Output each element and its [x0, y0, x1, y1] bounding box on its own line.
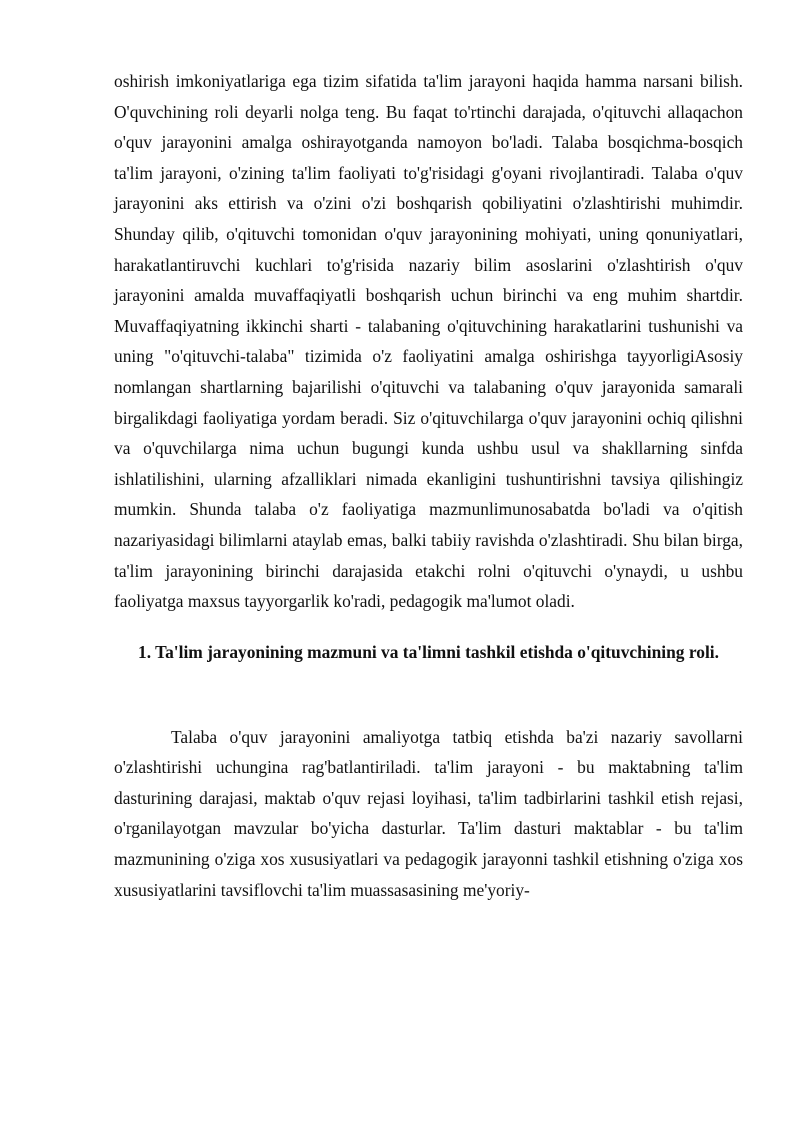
body-paragraph: oshirish imkoniyatlariga ega tizim sifatida ta'lim jarayoni haqida hamma narsani bilish. O'quvchining roli deyarli nolga teng. Bu faqat to'rtinchi darajada, o'qituvchi allaqachon o'quv jarayonini amalga oshirayotganda namoyon bo'ladi. Talaba bosqichma-bosqich ta'lim jarayoni, o'zining ta'lim faoliyati to'g'risidagi g'oyani rivojlantiradi. Talaba o'quv jarayonini aks ettirish va o'zini o'zi boshqarish qobiliyatini o'zlashtirishi muhimdir. Shunday qilib, o'qituvchi tomonidan o'quv jarayonining mohiyati, uning qonuniyatlari, harakatlantiruvchi kuchlari to'g'risida nazariy bilim asoslarini o'zlashtirish o'quv jarayonini amalda muvaffaqiyatli boshqarish uchun birinchi va eng muhim shartdir. Muvaffaqiyatning ikkinchi sharti - talabaning o'qituvchining harakatlarini tushunishi va uning "o'qituvchi-talaba" tizimida o'z faoliyatini amalga oshirishga tayyorligiAsosiy nomlangan shartlarning bajarilishi o'qituvchi va talabaning o'quv jarayonida samarali birgalikdagi faoliyatiga yordam beradi. Siz o'qituvchilarga o'quv jarayonini ochiq qilishni va o'quvchilarga nima uchun bugungi kunda ushbu usul va shakllarning sinfda ishlatilishini, ularning afzalliklari nimada ekanligini tushuntirishni tavsiya qilishingiz mumkin. Shunda talaba o'z faoliyatiga mazmunlimunosabatda bo'ladi va o'qitish nazariyasidagi bilimlarni ataylab emas, balki tabiiy ravishda o'zlashtiradi. Shu bilan birga, ta'lim jarayonining birinchi darajasida etakchi rolni o'qituvchi o'ynaydi, u ushbu faoliyatga maxsus tayyorgarlik ko'radi, pedagogik ma'lumot oladi.: [114, 71, 743, 612]
body-paragraph: Talaba o'quv jarayonini amaliyotga tatbiq etishda ba'zi nazariy savollarni o'zlashtirishi uchungina rag'batlantiriladi. ta'lim jarayoni - bu maktabning ta'lim dasturining darajasi, maktab o'quv rejasi loyihasi, ta'lim tadbirlarini tashkil etish rejasi, o'rganilayotgan mavzular bo'yicha dasturlar. Ta'lim dasturi maktablar - bu ta'lim mazmunining o'ziga xos xususiyatlari va pedagogik jarayonni tashkil etishning o'ziga xos xususiyatlarini tavsiflovchi ta'lim muassasasining me'yoriy-: [114, 726, 743, 900]
section-heading: 1. Ta'lim jarayonining mazmuni va ta'limni tashkil etishda o'qituvchining roli.: [138, 641, 719, 662]
